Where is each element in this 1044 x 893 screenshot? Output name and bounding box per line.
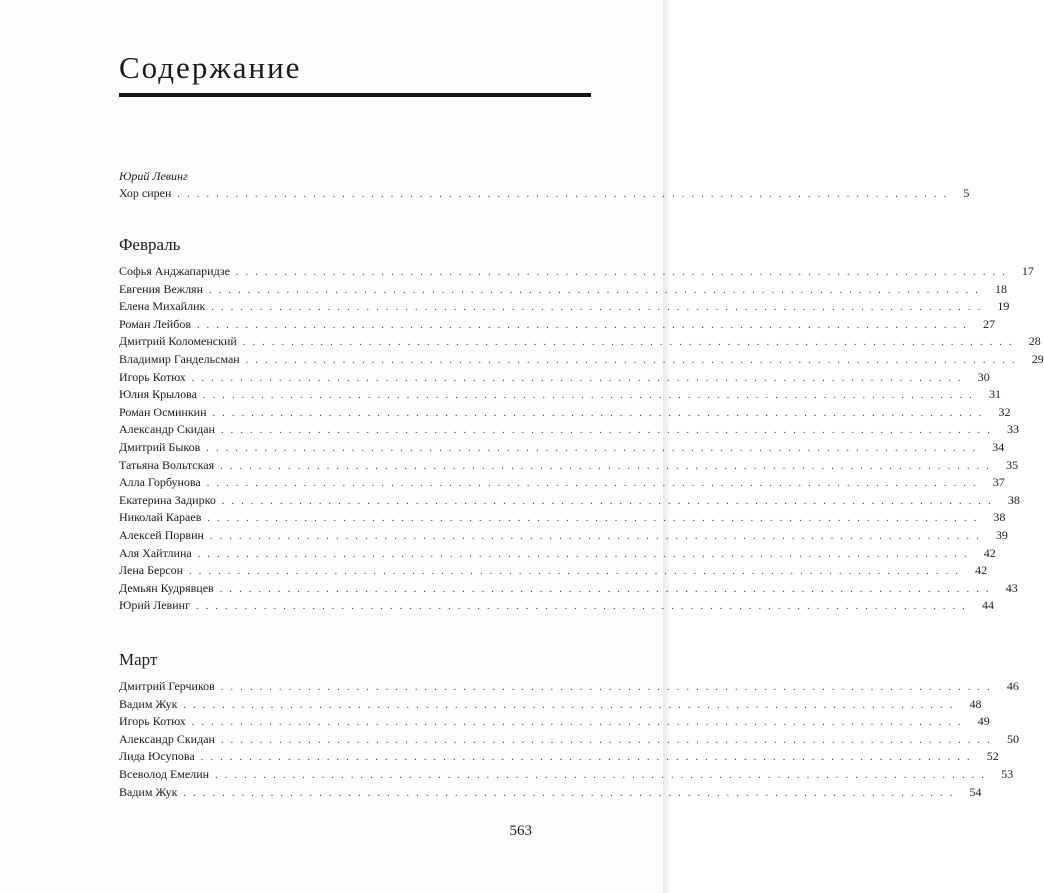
toc-entry[interactable] (119, 333, 1041, 351)
intro-block (119, 167, 970, 203)
entry-name: Роман Осминкин (119, 404, 207, 419)
entry-name: Вадим Жук (119, 696, 178, 711)
entry-page: 17 (1021, 264, 1034, 278)
leader-dots: ................................................................................ (191, 372, 968, 384)
section-march (119, 648, 1019, 801)
entry-page: 43 (1005, 580, 1018, 595)
page-number: 563 (509, 823, 532, 839)
entry-page: 19 (997, 299, 1010, 314)
toc-entry[interactable] (119, 731, 1019, 749)
entry-name: Игорь Котюх (119, 714, 186, 729)
leader-dots: ................................................................................ (220, 425, 997, 437)
leader-dots: ................................................................................ (197, 548, 974, 560)
leader-dots: ................................................................................ (245, 354, 1022, 366)
entry-name: Евгения Вежлян (119, 281, 203, 296)
toc-entry[interactable] (119, 421, 1019, 439)
intro-author: Юрий Левинг (119, 169, 188, 183)
entry-name: Дмитрий Герчиков (119, 679, 215, 693)
entry-name: Николай Караев (119, 510, 202, 525)
section-entries (119, 263, 1044, 615)
section-heading: Февраль (119, 235, 181, 254)
leader-dots: ................................................................................ (177, 189, 954, 200)
leader-dots: ................................................................................ (206, 478, 983, 490)
entry-name: Юрий Левинг (119, 598, 190, 613)
leader-dots: ................................................................................ (203, 390, 979, 402)
entry-page: 5 (963, 186, 970, 200)
entry-name: Софья Анджапаридзе (119, 264, 230, 278)
toc-entry[interactable] (119, 713, 990, 731)
entry-page: 46 (1006, 679, 1019, 693)
toc-entry[interactable] (119, 696, 982, 714)
leader-dots: ................................................................................ (242, 337, 1019, 349)
toc-entry[interactable] (119, 369, 990, 387)
entry-page: 38 (993, 510, 1006, 525)
leader-dots: ................................................................................ (212, 407, 989, 419)
toc-entry[interactable] (119, 580, 1018, 598)
entry-name: Алла Горбунова (119, 475, 201, 490)
entry-name: Дмитрий Коломенский (119, 334, 237, 349)
section-february (119, 233, 1044, 615)
toc-entry[interactable] (119, 509, 1006, 527)
toc-entry[interactable] (119, 316, 995, 334)
entry-name: Хор сирен (119, 186, 172, 200)
leader-dots: ................................................................................ (235, 267, 1012, 278)
toc-entry[interactable] (119, 748, 999, 766)
leader-dots: ................................................................................ (215, 769, 992, 781)
entry-name: Дмитрий Быков (119, 439, 201, 454)
leader-dots: ................................................................................ (196, 319, 973, 331)
entry-page: 42 (983, 545, 996, 560)
entry-name: Александр Скидан (119, 731, 215, 746)
entry-page: 39 (995, 527, 1008, 542)
leader-dots: ................................................................................ (220, 682, 997, 693)
entry-page: 53 (1001, 766, 1014, 781)
entry-page: 52 (986, 749, 999, 764)
leader-dots: ................................................................................ (219, 583, 996, 595)
title-rule (119, 93, 591, 97)
leader-dots: ................................................................................ (211, 302, 988, 314)
entry-page: 34 (992, 439, 1005, 454)
toc-entry[interactable] (119, 185, 970, 203)
entry-page: 32 (998, 404, 1011, 419)
entry-name: Аля Хайтлина (119, 545, 192, 560)
leader-dots: ................................................................................ (207, 513, 984, 525)
section-heading: Март (119, 650, 158, 669)
entry-page: 44 (982, 598, 994, 613)
entry-page: 28 (1028, 334, 1041, 349)
entry-page: 49 (977, 714, 990, 729)
entry-page: 42 (975, 563, 988, 578)
leader-dots: ................................................................................ (191, 717, 968, 729)
leader-dots: ................................................................................ (200, 752, 977, 764)
toc-entry[interactable] (119, 457, 1019, 475)
entry-page: 31 (989, 387, 1001, 402)
toc-entry[interactable] (119, 474, 1005, 492)
leader-dots: ................................................................................ (220, 460, 997, 472)
entry-page: 48 (969, 696, 982, 711)
entry-name: Всеволод Емелин (119, 766, 210, 781)
entry-page: 30 (977, 369, 990, 384)
leader-dots: ................................................................................ (183, 787, 960, 799)
entry-name: Демьян Кудрявцев (119, 580, 214, 595)
toc-entry[interactable] (119, 386, 1001, 404)
leader-dots: ................................................................................ (221, 495, 998, 507)
entry-page: 33 (1006, 422, 1019, 437)
toc-entry[interactable] (119, 404, 1011, 422)
entry-page: 27 (982, 316, 995, 331)
toc-entry[interactable] (119, 492, 1020, 510)
entry-name: Татьяна Вольтская (119, 457, 215, 472)
entry-name: Елена Михайлик (119, 299, 206, 314)
entry-page: 18 (995, 281, 1007, 296)
entry-name: Екатерина Задирко (119, 492, 216, 507)
toc-entry[interactable] (119, 281, 1007, 299)
toc-entry[interactable] (119, 784, 982, 802)
toc-entry[interactable] (119, 597, 994, 615)
entry-name: Алексей Порвин (119, 527, 204, 542)
entry-name: Игорь Котюх (119, 369, 186, 384)
entry-page: 50 (1006, 731, 1019, 746)
toc-entry[interactable] (119, 766, 1014, 784)
toc-entry[interactable] (119, 263, 1034, 281)
toc-entry[interactable] (119, 351, 1044, 369)
entry-name: Александр Скидан (119, 422, 215, 437)
leader-dots: ................................................................................ (220, 734, 997, 746)
leader-dots: ................................................................................ (209, 530, 986, 542)
page-title: Содержание (119, 50, 302, 85)
toc-entry[interactable] (119, 439, 1005, 457)
toc-entry[interactable] (119, 562, 988, 580)
leader-dots: ................................................................................ (183, 699, 960, 711)
toc-entry[interactable] (119, 545, 996, 563)
entry-name: Вадим Жук (119, 784, 178, 799)
leader-dots: ................................................................................ (209, 284, 985, 296)
leader-dots: ................................................................................ (206, 442, 983, 454)
entry-name: Юлия Крылова (119, 387, 197, 402)
entry-page: 29 (1031, 351, 1044, 366)
toc-entry[interactable] (119, 678, 1019, 696)
entry-name: Владимир Гандельсман (119, 351, 240, 366)
entry-page: 37 (992, 475, 1005, 490)
leader-dots: ................................................................................ (196, 601, 972, 613)
section-entries (119, 678, 1019, 801)
entry-page: 35 (1006, 457, 1019, 472)
toc-entry[interactable] (119, 298, 1010, 316)
entry-page: 54 (969, 784, 982, 799)
entry-name: Лида Юсупова (119, 749, 195, 764)
entry-page: 38 (1007, 492, 1020, 507)
entry-name: Роман Лейбов (119, 316, 191, 331)
entry-name: Лена Берсон (119, 563, 184, 578)
toc-entry[interactable] (119, 527, 1008, 545)
leader-dots: ................................................................................ (189, 566, 966, 578)
